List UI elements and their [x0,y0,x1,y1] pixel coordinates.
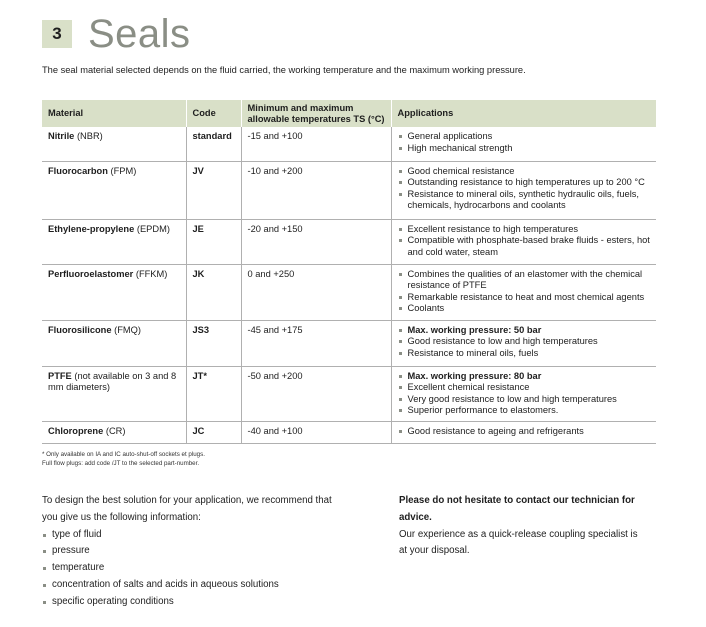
material-cell [42,219,186,264]
applications-cell [391,320,656,366]
table-row [42,320,656,366]
col-header-code: Code [186,100,241,127]
material-cell [42,127,186,161]
material-abbreviation: (NBR) [76,131,103,141]
material-name: Perfluoroelastomer [48,268,134,279]
material-cell [42,320,186,366]
code-cell: JC [186,421,241,443]
footnote-2: Full flow plugs: add code /JT to the selected part-number. [42,459,200,467]
material-name: PTFE [48,370,72,381]
application-item: Excellent chemical resistance [398,382,651,394]
material-cell [42,264,186,320]
col-header-material: Material [42,100,186,127]
footnote-1: * Only available on IA and IC auto-shut-off sockets et plugs. [42,451,205,458]
material-abbreviation: (EPDM) [136,223,170,234]
code-cell: JV [186,161,241,219]
code-cell: JT* [186,366,241,421]
material-name: Ethylene-propylene [48,223,135,234]
contact-block [399,493,674,560]
list-item: type of fluid [42,527,372,544]
applications-cell [391,366,656,421]
applications-cell [391,161,656,219]
applications-list [398,426,651,438]
list-item: concentration of salts and acids in aqueous solutions [42,577,372,594]
material-abbreviation: (not available on 3 and 8 mm diameters) [48,370,177,392]
temperature-cell: -50 and +200 [241,366,391,421]
applications-cell [391,264,656,320]
code-cell: JS3 [186,320,241,366]
footnotes [42,451,205,468]
temperature-cell: -40 and +100 [241,421,391,443]
list-item: pressure [42,543,372,560]
temperature-cell: -10 and +200 [241,161,391,219]
material-abbreviation: (FPM) [110,165,137,176]
col-header-temperatures [241,100,391,127]
temperature-cell: 0 and +250 [241,264,391,320]
application-item: Superior performance to elastomers. [398,405,651,417]
section-header [42,14,191,54]
seals-table [42,100,656,444]
col-header-applications: Applications [391,100,656,127]
contact-heading-line2: advice. [399,511,432,523]
table-row [42,264,656,320]
application-item: Good resistance to ageing and refrigerants [398,426,651,438]
section-title: Seals [88,12,191,56]
application-item: Coolants [398,303,651,315]
application-item: Very good resistance to low and high temperatures [398,394,651,406]
applications-cell [391,219,656,264]
table-row [42,421,656,443]
applications-list [398,224,651,259]
table-header-row [42,100,656,127]
info-request-line2: you give us the following information: [42,511,201,523]
material-abbreviation: (CR) [105,425,126,436]
material-name: Fluorosilicone [48,324,112,335]
contact-text-line2: at your disposal. [399,545,470,557]
applications-list [398,325,651,360]
application-item: Max. working pressure: 50 bar [398,325,651,337]
temperature-cell: -15 and +100 [241,127,391,161]
application-item: Combines the qualities of an elastomer with the chemical resistance of PTFE [398,269,651,292]
col-header-temp-line2: allowable temperatures TS (°C) [247,113,385,124]
list-item: specific operating conditions [42,594,372,611]
application-item: Good chemical resistance [398,166,651,178]
material-abbreviation: (FFKM) [135,268,168,279]
info-request-block [42,493,372,611]
table-row [42,161,656,219]
intro-text: The seal material selected depends on the fluid carried, the working temperature and the maximum working pressure. [42,65,526,75]
application-item: Max. working pressure: 80 bar [398,371,651,383]
applications-cell [391,421,656,443]
application-item: Resistance to mineral oils, synthetic hydraulic oils, fuels, chemicals, hydrocarbons and coolants [398,189,651,212]
table-row [42,366,656,421]
table-row [42,219,656,264]
application-item: Resistance to mineral oils, fuels [398,348,651,360]
applications-list [398,269,651,315]
application-item: High mechanical strength [398,143,651,155]
code-cell: JE [186,219,241,264]
application-item: Good resistance to low and high temperatures [398,336,651,348]
material-name: Chloroprene [48,425,104,436]
col-header-temp-line1: Minimum and maximum [247,102,354,113]
temperature-cell: -45 and +175 [241,320,391,366]
application-item: Compatible with phosphate-based brake fluids - esters, hot and cold water, steam [398,235,651,258]
section-number-badge: 3 [42,20,72,48]
code-cell: standard [186,127,241,161]
table-row [42,127,656,161]
info-list [42,527,372,611]
temperature-cell: -20 and +150 [241,219,391,264]
contact-text-line1: Our experience as a quick-release coupling specialist is [399,528,638,540]
material-name: Nitrile [48,131,75,141]
material-abbreviation: (FMQ) [114,324,141,335]
applications-list [398,166,651,212]
application-item: General applications [398,131,651,143]
application-item: Remarkable resistance to heat and most chemical agents [398,292,651,304]
applications-cell [391,127,656,161]
material-cell [42,161,186,219]
applications-list [398,371,651,417]
code-cell: JK [186,264,241,320]
application-item: Outstanding resistance to high temperatures up to 200 °C [398,177,651,189]
material-cell [42,421,186,443]
applications-list [398,131,651,154]
info-request-line1: To design the best solution for your application, we recommend that [42,495,332,506]
list-item: temperature [42,560,372,577]
material-cell [42,366,186,421]
contact-heading-line1: Please do not hesitate to contact our technician for [399,495,635,506]
material-name: Fluorocarbon [48,165,108,176]
application-item: Excellent resistance to high temperatures [398,224,651,236]
